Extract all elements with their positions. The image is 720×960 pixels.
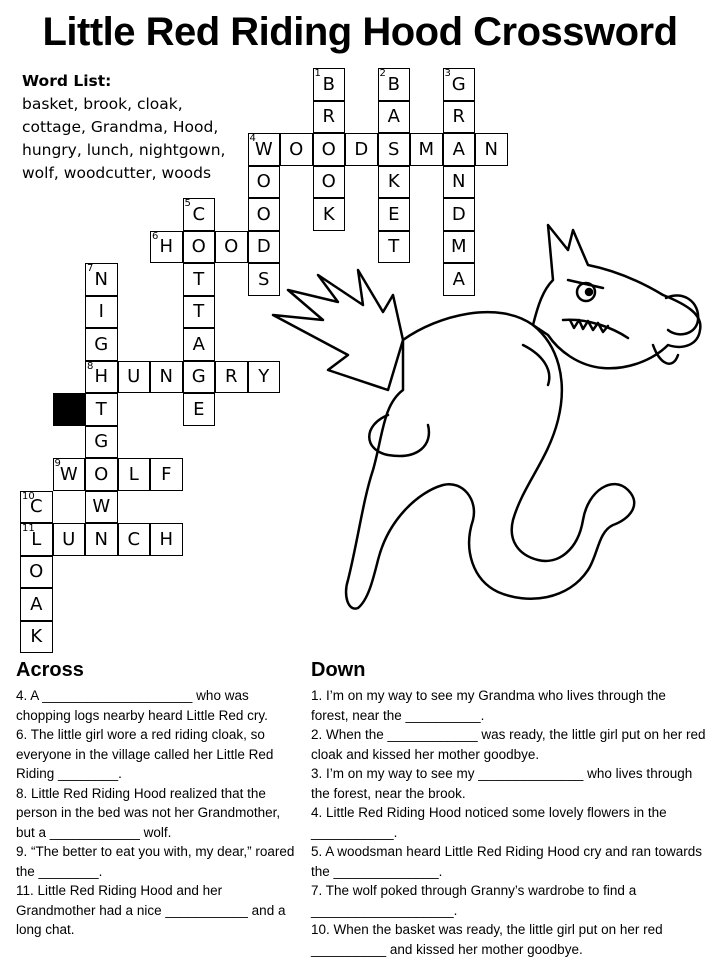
word-list-line: basket, brook, cloak,	[22, 95, 183, 113]
crossword-cell	[183, 198, 216, 231]
crossword-cell	[85, 491, 118, 524]
down-heading: Down	[311, 659, 366, 681]
crossword-cell	[313, 133, 346, 166]
cell-letter: E	[193, 398, 205, 420]
cell-letter: N	[94, 528, 108, 550]
cell-letter: E	[388, 203, 400, 225]
cell-letter: H	[159, 528, 174, 550]
crossword-cell	[118, 523, 151, 556]
clue-down-7: 7. The wolf poked through Granny’s wardrobe to find a ___________________.	[311, 883, 637, 918]
clue-down-3: 3. I’m on my way to see my ______________ who lives through the forest, near the brook.	[311, 766, 693, 801]
crossword-cell	[53, 458, 86, 491]
crossword-cell	[345, 133, 378, 166]
cell-letter: D	[451, 203, 466, 225]
cell-letter: I	[98, 301, 104, 323]
crossword-cell	[85, 296, 118, 329]
cell-letter: W	[59, 463, 78, 485]
word-list-line: hungry, lunch, nightgown,	[22, 141, 226, 159]
crossword-cell	[20, 556, 53, 589]
cell-letter: K	[387, 171, 400, 193]
cell-letter: W	[254, 138, 273, 160]
crossword-cell	[443, 68, 476, 101]
wolf-icon	[268, 220, 708, 620]
cell-letter: H	[159, 236, 174, 258]
cell-letter: D	[256, 236, 271, 258]
crossword-cell	[313, 101, 346, 134]
crossword-cell	[183, 296, 216, 329]
crossword-cell	[85, 393, 118, 426]
clue-down-2: 2. When the ____________ was ready, the little girl put on her red cloak and kissed her mother goodbye.	[311, 727, 706, 762]
crossword-cell	[183, 361, 216, 394]
clue-number: 1	[314, 68, 321, 79]
cell-letter: N	[94, 268, 108, 290]
cell-letter: G	[94, 333, 109, 355]
cell-letter: O	[321, 171, 336, 193]
cell-letter: M	[418, 138, 435, 160]
clue-number: 6	[152, 230, 159, 242]
cell-letter: K	[30, 626, 43, 648]
crossword-cell	[410, 133, 443, 166]
crossword-cell	[378, 166, 411, 199]
clue-across-6: 6. The little girl wore a red riding cloak, so everyone in the village called her Little Red Riding ________.	[16, 727, 274, 781]
cell-letter: B	[322, 73, 335, 95]
cell-letter: T	[193, 268, 205, 290]
cell-letter: O	[224, 236, 239, 258]
crossword-cell	[183, 263, 216, 296]
crossword-cell	[248, 166, 281, 199]
across-clues	[16, 658, 298, 940]
clue-down-10: 10. When the basket was ready, the little girl put on her red __________ and kissed her mother goodbye.	[311, 922, 663, 957]
crossword-cell	[183, 231, 216, 264]
crossword-cell	[183, 328, 216, 361]
cell-letter: C	[29, 496, 43, 518]
cell-letter: R	[322, 106, 335, 128]
cell-letter: O	[289, 138, 304, 160]
cell-letter: L	[128, 463, 139, 485]
crossword-cell	[150, 361, 183, 394]
crossword-cell	[85, 361, 118, 394]
cell-letter: R	[224, 366, 238, 388]
crossword-cell	[118, 361, 151, 394]
page-title: Little Red Riding Hood Crossword	[42, 10, 678, 54]
cell-letter: B	[387, 73, 400, 95]
cell-letter: O	[256, 203, 271, 225]
cell-letter: G	[191, 366, 206, 388]
clue-number: 2	[379, 68, 386, 79]
cell-letter: N	[159, 366, 173, 388]
crossword-cell	[20, 491, 53, 524]
cell-letter: C	[127, 528, 141, 550]
crossword-cell	[475, 133, 508, 166]
cell-letter: N	[452, 171, 466, 193]
cell-letter: W	[92, 496, 111, 518]
down-clues	[311, 658, 707, 959]
crossword-cell	[85, 426, 118, 459]
cell-letter: R	[452, 106, 465, 128]
clue-across-11: 11. Little Red Riding Hood and her Grandmother had a nice ___________ and a long chat.	[16, 883, 286, 937]
clue-number: 5	[184, 198, 191, 209]
crossword-cell	[313, 166, 346, 199]
cell-letter: T	[95, 398, 107, 420]
cell-letter: O	[191, 236, 206, 258]
clue-number: 4	[249, 133, 256, 144]
cell-letter: G	[94, 431, 109, 453]
cell-letter: T	[193, 301, 205, 323]
clue-number: 9	[54, 458, 61, 469]
clue-across-4: 4. A ____________________ who was chopping logs nearby heard Little Red cry.	[16, 688, 268, 723]
crossword-cell	[85, 523, 118, 556]
crossword-cell	[118, 458, 151, 491]
clue-across-9: 9. “The better to eat you with, my dear,” roared the ________.	[16, 844, 295, 879]
cell-letter: A	[30, 593, 43, 615]
clue-across-8: 8. Little Red Riding Hood realized that the person in the bed was not her Grandmother, but a ____________ wolf.	[16, 785, 281, 840]
crossword-cell	[215, 361, 248, 394]
crossword-cell	[443, 101, 476, 134]
word-list-heading: Word List:	[22, 72, 112, 90]
cell-letter: D	[354, 138, 369, 160]
crossword-black-cell	[53, 393, 86, 426]
clue-down-1: 1. I’m on my way to see my Grandma who lives through the forest, near the __________.	[311, 688, 666, 723]
cell-letter: A	[452, 138, 465, 160]
cell-letter: A	[452, 268, 465, 290]
word-list-line: cottage, Grandma, Hood,	[22, 118, 219, 136]
cell-letter: O	[94, 463, 109, 485]
cell-letter: O	[29, 561, 44, 583]
cell-letter: O	[321, 138, 336, 160]
clue-number: 8	[87, 360, 94, 372]
crossword-cell	[248, 133, 281, 166]
clue-down-5: 5. A woodsman heard Little Red Riding Hood cry and ran towards the ______________.	[311, 844, 702, 879]
crossword-cell	[378, 133, 411, 166]
word-list-line: wolf, woodcutter, woods	[22, 164, 212, 182]
clue-number: 11	[22, 523, 35, 534]
cell-letter: M	[450, 236, 467, 258]
crossword-cell	[20, 588, 53, 621]
crossword-cell	[443, 166, 476, 199]
crossword-cell	[313, 68, 346, 101]
across-heading: Across	[16, 659, 84, 681]
crossword-cell	[85, 328, 118, 361]
crossword-cell	[443, 133, 476, 166]
cell-letter: N	[484, 138, 498, 160]
cell-letter: U	[62, 528, 76, 550]
cell-letter: S	[258, 268, 270, 290]
crossword-cell	[85, 263, 118, 296]
cell-letter: S	[388, 138, 400, 160]
crossword-cell	[20, 523, 53, 556]
cell-letter: C	[192, 203, 206, 225]
crossword-cell	[183, 393, 216, 426]
clue-number: 3	[444, 68, 451, 79]
crossword-cell	[53, 523, 86, 556]
crossword-cell	[150, 231, 183, 264]
crossword-cell	[150, 523, 183, 556]
crossword-cell	[20, 621, 53, 654]
cell-letter: U	[127, 366, 141, 388]
crossword-cell	[378, 101, 411, 134]
cell-letter: F	[161, 463, 172, 485]
clue-number: 10	[22, 490, 35, 502]
cell-letter: A	[192, 333, 205, 355]
cell-letter: T	[388, 236, 400, 258]
clue-number: 7	[87, 263, 94, 274]
cell-letter: K	[322, 203, 335, 225]
crossword-cell	[150, 458, 183, 491]
cell-letter: A	[387, 106, 400, 128]
cell-letter: H	[94, 366, 109, 388]
cell-letter: O	[256, 171, 271, 193]
cell-letter: L	[31, 528, 42, 550]
cell-letter: G	[451, 73, 466, 95]
crossword-cell	[280, 133, 313, 166]
clue-down-4: 4. Little Red Riding Hood noticed some lovely flowers in the ___________.	[311, 805, 667, 840]
crossword-cell	[85, 458, 118, 491]
cell-letter: Y	[258, 366, 270, 388]
crossword-cell	[378, 68, 411, 101]
crossword-cell	[215, 231, 248, 264]
